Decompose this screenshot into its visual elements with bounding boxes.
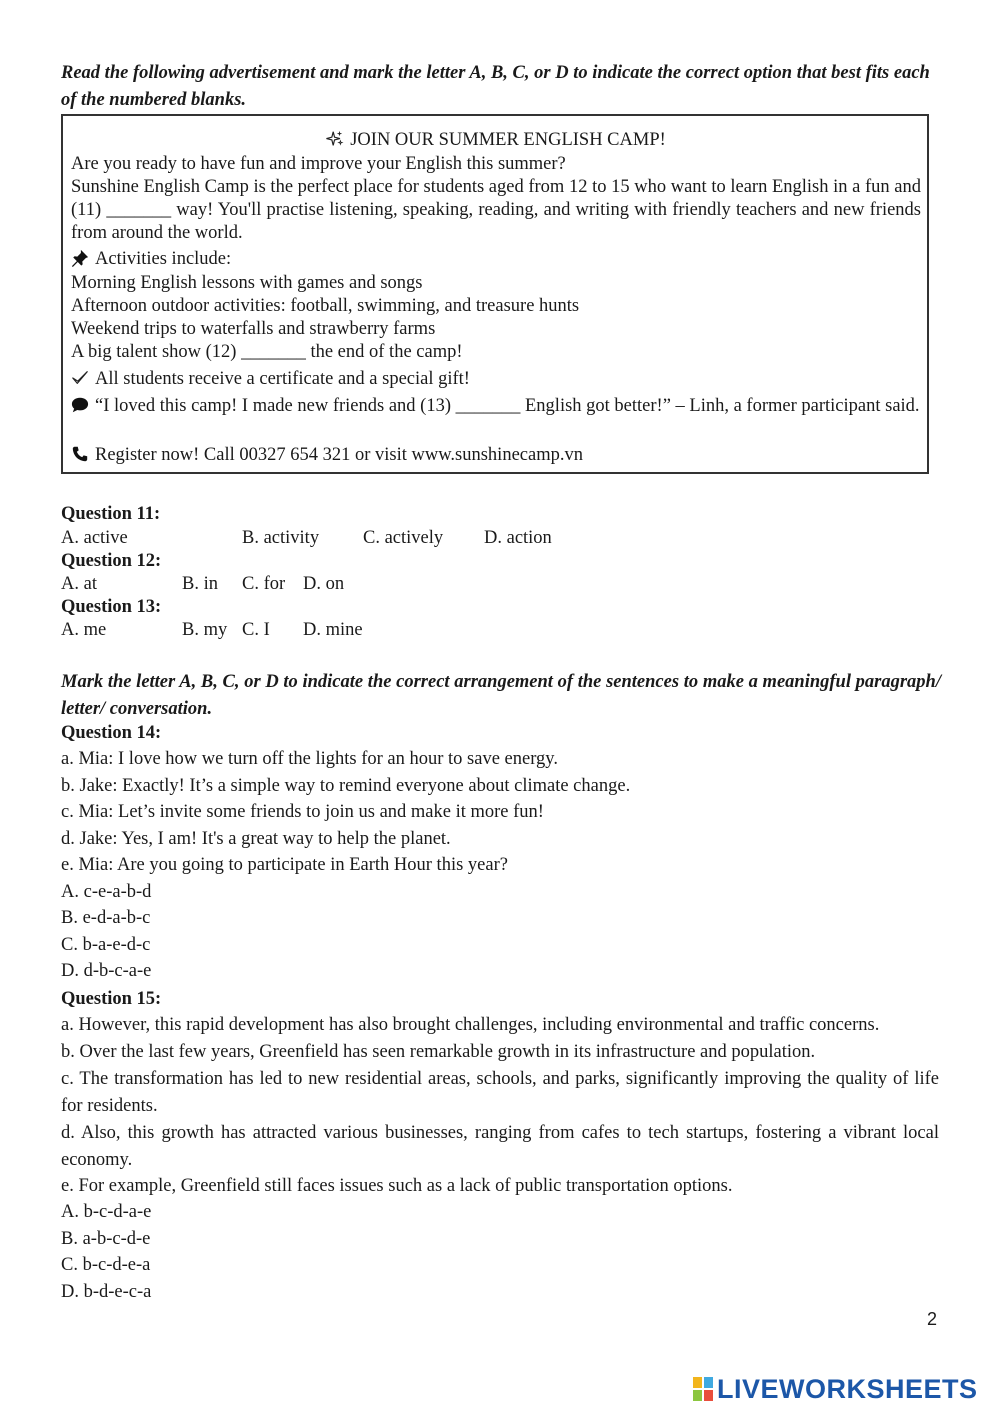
q12-option-a[interactable]: A. at: [61, 574, 97, 594]
section2-instruction: Mark the letter A, B, C, or D to indicate the correct arrangement of the sentences to make a meaningful paragraph/ letter/ conversation.: [61, 672, 941, 719]
q13-option-d[interactable]: D. mine: [303, 620, 363, 640]
sparkles-icon: [326, 130, 344, 148]
pushpin-icon: [71, 249, 89, 267]
q15-sentence: c. The transformation has led to new residential areas, schools, and parks, significantly improving the quality of life for residents.: [61, 1069, 939, 1116]
ad-testimonial: [71, 395, 921, 418]
q14-option-d[interactable]: D. d-b-c-a-e: [61, 961, 152, 981]
q15-option-c[interactable]: C. b-c-d-e-a: [61, 1255, 151, 1275]
ad-certificate: [71, 368, 921, 391]
q11-option-b[interactable]: B. activity: [242, 528, 320, 548]
speech-bubble-icon: [71, 396, 89, 414]
q14-sentence: c. Mia: Let’s invite some friends to join us and make it more fun!: [61, 802, 544, 822]
ad-title-text: JOIN OUR SUMMER ENGLISH CAMP!: [350, 130, 666, 150]
ad-title: [71, 129, 921, 152]
question-12-title: Question 12:: [61, 551, 162, 571]
q14-sentence: e. Mia: Are you going to participate in Earth Hour this year?: [61, 855, 508, 875]
q15-option-b[interactable]: B. a-b-c-d-e: [61, 1229, 151, 1249]
q14-sentence: a. Mia: I love how we turn off the lights for an hour to save energy.: [61, 749, 558, 769]
phone-icon: [71, 445, 89, 463]
ad-activity-item: A big talent show (12) _______ the end of the camp!: [71, 342, 463, 362]
ad-activity-item: Morning English lessons with games and songs: [71, 273, 423, 293]
q15-option-a[interactable]: A. b-c-d-a-e: [61, 1202, 152, 1222]
advertisement-box: [61, 114, 929, 474]
brand-text: LIVEWORKSHEETS: [717, 1373, 978, 1404]
ad-register-text: Register now! Call 00327 654 321 or visit www.sunshinecamp.vn: [95, 445, 583, 465]
q15-sentence: a. However, this rapid development has also brought challenges, including environmental and traffic concerns.: [61, 1015, 880, 1035]
q14-option-c[interactable]: C. b-a-e-d-c: [61, 935, 151, 955]
question-11-title: Question 11:: [61, 504, 161, 524]
question-14-title: Question 14:: [61, 723, 162, 743]
q14-sentence: b. Jake: Exactly! It’s a simple way to remind everyone about climate change.: [61, 776, 631, 796]
ad-testimonial-text: “I loved this camp! I made new friends and (13) _______ English got better!” – Linh, a former participant said.: [95, 396, 920, 416]
ad-body: Sunshine English Camp is the perfect place for students aged from 12 to 15 who want to learn English in a fun and (11) _______ way! You'll practise listening, speaking, reading, and writing with friendly teachers and new friends from around the world.: [71, 177, 921, 243]
q12-option-d[interactable]: D. on: [303, 574, 345, 594]
q15-sentence: b. Over the last few years, Greenfield has seen remarkable growth in its infrastructure and population.: [61, 1042, 816, 1062]
q11-option-d[interactable]: D. action: [484, 528, 552, 548]
q15-sentence: d. Also, this growth has attracted various businesses, ranging from cafes to tech startups, fostering a vibrant local economy.: [61, 1123, 939, 1170]
ad-activities-header: [71, 248, 921, 271]
ad-certificate-text: All students receive a certificate and a special gift!: [95, 369, 470, 389]
liveworksheets-brand[interactable]: [693, 1375, 978, 1403]
q13-option-b[interactable]: B. my: [182, 620, 228, 640]
ad-activities-header-text: Activities include:: [95, 249, 232, 269]
q15-sentence: e. For example, Greenfield still faces issues such as a lack of public transportation options.: [61, 1176, 733, 1196]
q14-option-b[interactable]: B. e-d-a-b-c: [61, 908, 151, 928]
question-15-title: Question 15:: [61, 989, 162, 1009]
check-icon: [71, 369, 89, 387]
q14-sentence: d. Jake: Yes, I am! It's a great way to help the planet.: [61, 829, 451, 849]
q13-option-a[interactable]: A. me: [61, 620, 107, 640]
page-number: 2: [927, 1309, 938, 1329]
ad-activity-item: Afternoon outdoor activities: football, swimming, and treasure hunts: [71, 296, 580, 316]
ad-intro: Are you ready to have fun and improve your English this summer?: [71, 154, 566, 174]
q11-option-c[interactable]: C. actively: [363, 528, 444, 548]
question-13-title: Question 13:: [61, 597, 162, 617]
q12-option-b[interactable]: B. in: [182, 574, 218, 594]
q14-option-a[interactable]: A. c-e-a-b-d: [61, 882, 152, 902]
q13-option-c[interactable]: C. I: [242, 620, 270, 640]
q12-option-c[interactable]: C. for: [242, 574, 286, 594]
ad-activity-item: Weekend trips to waterfalls and strawberry farms: [71, 319, 436, 339]
q11-option-a[interactable]: A. active: [61, 528, 128, 548]
liveworksheets-logo-icon: [693, 1377, 713, 1401]
q15-option-d[interactable]: D. b-d-e-c-a: [61, 1282, 152, 1302]
section1-instruction: Read the following advertisement and mark the letter A, B, C, or D to indicate the correct option that best fits each of the numbered blanks.: [61, 63, 930, 110]
ad-register: [71, 444, 921, 467]
